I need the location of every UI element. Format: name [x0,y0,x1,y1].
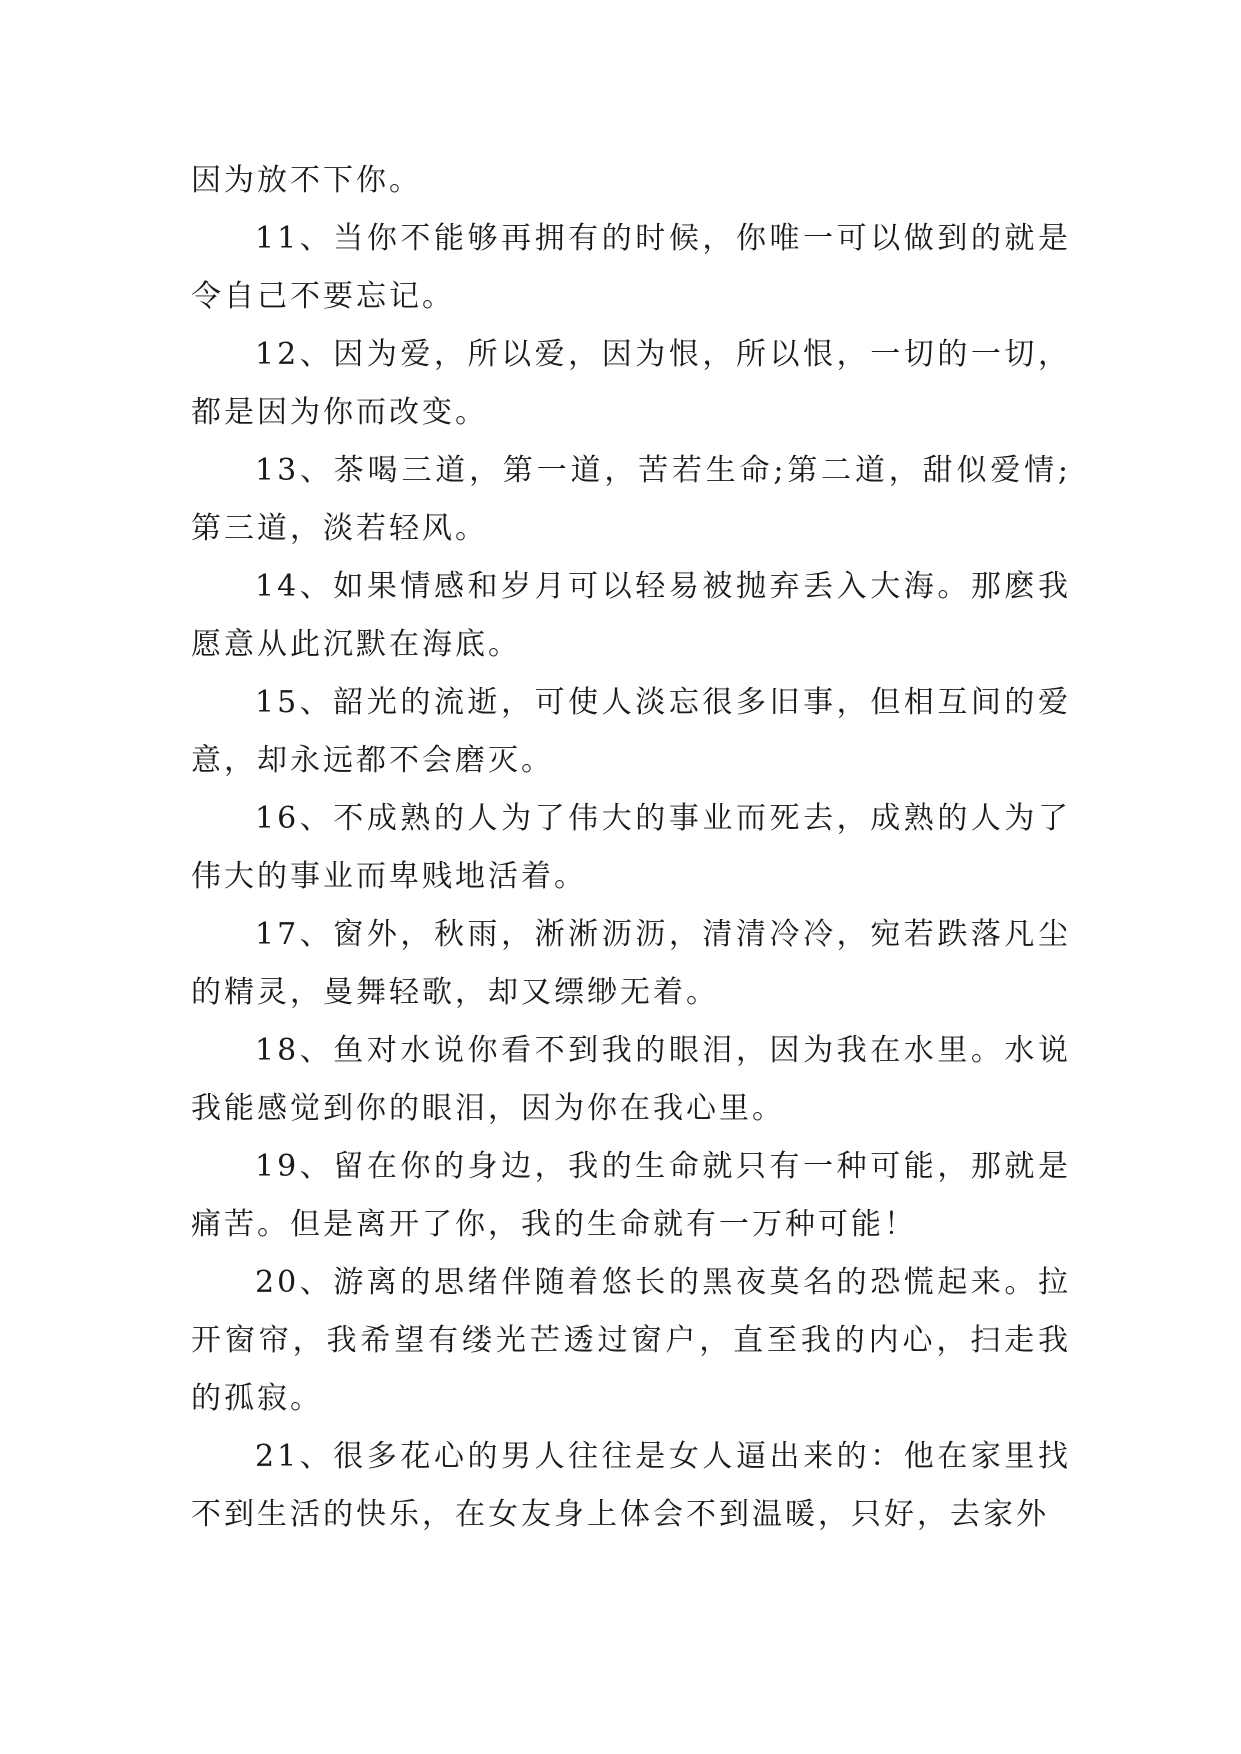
paragraph-continuation: 因为放不下你。 [191,163,422,198]
paragraph-item-17: 17、窗外，秋雨，淅淅沥沥，清清冷冷，宛若跌落凡尘的精灵，曼舞轻歌，却又缥缈无着。 [191,917,1071,1010]
paragraph-item-19: 19、留在你的身边，我的生命就只有一种可能，那就是痛苦。但是离开了你，我的生命就有一万种可能！ [191,1149,1071,1242]
paragraph-item-12: 12、因为爱，所以爱，因为恨，所以恨，一切的一切，都是因为你而改变。 [191,337,1071,430]
paragraph-item-21: 21、很多花心的男人往往是女人逼出来的：他在家里找不到生活的快乐，在女友身上体会不到温暖，只好，去家外 [191,1439,1071,1532]
paragraph-item-18: 18、鱼对水说你看不到我的眼泪，因为我在水里。水说我能感觉到你的眼泪，因为你在我心里。 [191,1033,1071,1126]
paragraph-item-20: 20、游离的思绪伴随着悠长的黑夜莫名的恐慌起来。拉开窗帘，我希望有缕光芒透过窗户，直至我的内心，扫走我的孤寂。 [191,1265,1071,1416]
paragraph-item-13: 13、茶喝三道，第一道，苦若生命;第二道，甜似爱情;第三道，淡若轻风。 [191,453,1071,546]
paragraph-item-14: 14、如果情感和岁月可以轻易被抛弃丢入大海。那麽我愿意从此沉默在海底。 [191,569,1071,662]
paragraph-item-11: 11、当你不能够再拥有的时候，你唯一可以做到的就是令自己不要忘记。 [191,221,1071,314]
paragraph-item-15: 15、韶光的流逝，可使人淡忘很多旧事，但相互间的爱意，却永远都不会磨灭。 [191,685,1071,778]
document-body [191,152,1071,1544]
paragraph-item-16: 16、不成熟的人为了伟大的事业而死去，成熟的人为了伟大的事业而卑贱地活着。 [191,801,1071,894]
